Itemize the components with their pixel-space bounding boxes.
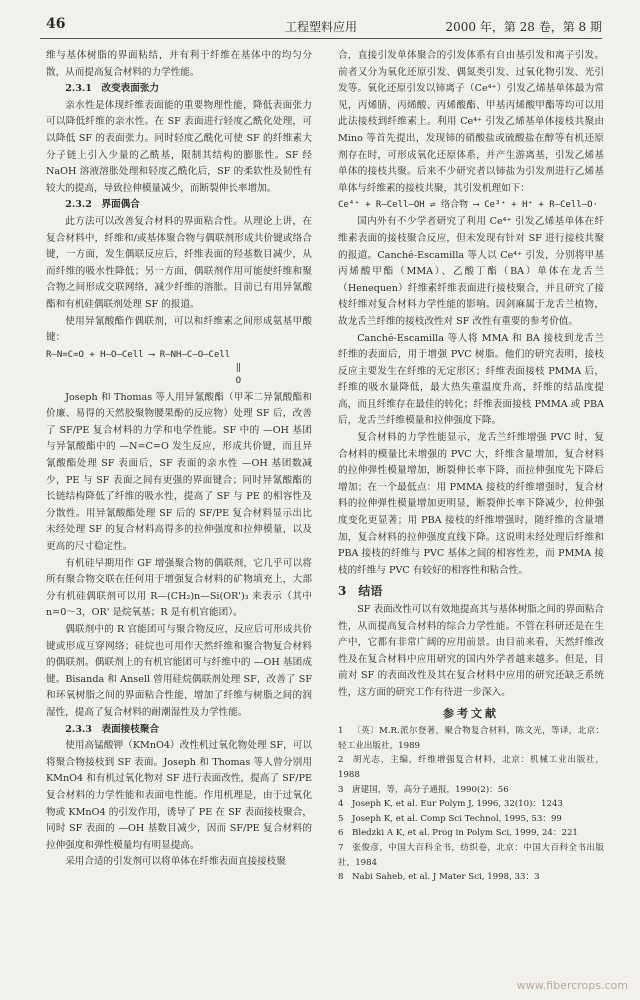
reference-item xyxy=(338,841,604,870)
reference-item xyxy=(338,797,604,812)
watermark-text: www.fibercrops.com xyxy=(516,979,628,992)
body-paragraph: 国内外有不少学者研究了利用 Ce⁴⁺ 引发乙烯基单体在纤维素表面的接枝聚合反应，但未发现有针对 SF 进行接枝共聚的报道。Canché-Escamilla 等人以 Ce⁴⁺ 引发，分别将甲基丙烯酸甲酯（MMA）、乙酸丁酯（BA）单体在龙舌兰（Henequen）纤维素纤维表面进行接枝聚合，并且研究了接枝纤维对复合材料力学性能的影响。因剑麻属于龙舌兰植物，故龙舌兰纤维的接枝改性对 SF 改性有重要的参考价值。 xyxy=(338,216,604,327)
reference-number: 8 xyxy=(338,872,344,883)
body-paragraph: 偶联剂中的 R 官能团可与聚合物反应，反应后可形成共价键或形成互穿网络；硅烷也可用作天然纤维和聚合物复合材料的偶联剂。偶联剂上的有机官能团可与纤维中的 —OH 基团成键。Bisanda 和 Ansell 曾用硅烷偶联剂处理 SF，改善了 SF 和环氧树脂之间的界面粘合性能，增加了纤维与树脂之间的润湿性，提高了复合材料的耐潮湿性及力学性能。 xyxy=(46,624,312,718)
body-paragraph: 维与基体树脂的界面粘结，并有利于纤维在基体中的均匀分散，从而提高复合材料的力学性能。 xyxy=(46,50,312,78)
chemical-equation: R—N=C=O + H—O—Cell ⟶ R—NH—C—O—Cell ‖ O xyxy=(46,349,242,386)
page-header xyxy=(40,14,602,39)
chemical-equation: Ce⁴⁺ + R—Cell—OH ⇌ 络合物 ⟶ Ce³⁺ + H⁺ + R—Cell—O· xyxy=(338,200,598,211)
body-paragraph: 有机硅早期用作 GF 增强聚合物的偶联剂，它几乎可以将所有聚合物交联在任何用于增强复合材料的矿物填充上，大部分有机硅偶联剂可以用 R—(CH₂)n—Si(OR')₃ 来表示（其中 n=0～3，OR' 是烷氧基；R 是有机官能团）。 xyxy=(46,557,312,619)
reference-item xyxy=(338,812,604,827)
reference-number: 5 xyxy=(338,813,344,824)
section-heading: 2.3.2 界面偶合 xyxy=(65,199,140,211)
body-paragraph: Canché-Escamilla 等人将 MMA 和 BA 接枝到龙舌兰纤维的表面后，用于增强 PVC 树脂。他们的研究表明，接枝反应主要发生在纤维的无定形区；纤维表面接枝 PMMA 后，纤维的吸水量降低，最大热失重温度升高，纤维的结晶度提高，而且纤维存在最佳的转化；纤维表面接枝 PMMA 或 PBA 后，龙舌兰纤维模量和拉伸强度下降。 xyxy=(338,332,604,427)
reference-number: 1 xyxy=(338,726,344,737)
body-paragraph: 采用合适的引发剂可以将单体在纤维表面直接接枝聚 xyxy=(65,856,286,868)
reference-number: 7 xyxy=(338,842,344,853)
body-paragraph: SF 表面改性可以有效地提高其与基体树脂之间的界面粘合性，从而提高复合材料的综合力学性能。不管在科研还是在生产中，它都有非常广阔的应用前景。由目前来看，天然纤维改性及在复合材料中应用研究的国内外学者越来越多。但是，目前对 SF 的表面改性及其在复合材料中应用的研究还缺乏系统性，这方面的研究工作有待进一步深入。 xyxy=(338,604,604,698)
issue-info: 2000 年，第 28 卷，第 8 期 xyxy=(445,20,602,34)
reference-number: 4 xyxy=(338,799,344,810)
body-paragraph: 使用高锰酸钾（KMnO4）改性机过氧化物处理 SF，可以将聚合物接枝到 SF 表面。Joseph 和 Thomas 等人曾分别用 KMnO4 和有机过氧化物对 SF 进行表面改性，提高了 SF/PE 复合材料的力学性能和表面电性能。作用机理是，由于过氧化物或 KMnO4 的引发作用，诱导了 PE 在 SF 表面接枝聚合，同时 SF 表面的 —OH 基数目减少，因而 SF/PE 复合材料的拉伸强度和弹性模量均有明显提高。 xyxy=(46,740,312,851)
section-heading: 3 结语 xyxy=(338,584,383,599)
left-column xyxy=(46,48,312,871)
reference-text: 唐建国，等，高分子通报，1990(2)：56 xyxy=(352,784,509,795)
section-heading: 2.3.3 表面接枝聚合 xyxy=(65,723,160,735)
reference-text: Bledzki A K, et al. Prog in Polym Sci, 1999, 24：221 xyxy=(352,828,578,839)
reference-text: 张俊彦，中国大百科全书，纺织卷，北京：中国大百科全书出版社，1984 xyxy=(338,842,604,868)
reference-number: 3 xyxy=(338,784,344,795)
journal-title: 工程塑料应用 xyxy=(284,20,357,34)
reference-text: Nabi Saheb, et al. J Mater Sci, 1998, 33：3 xyxy=(352,872,540,883)
reference-text: Joseph K, et al. Eur Polym J, 1996, 32(10)：1243 xyxy=(352,799,563,810)
right-column xyxy=(338,48,604,885)
reference-item xyxy=(338,870,604,885)
body-paragraph: 使用异氰酸酯作偶联剂，可以和纤维素之间形成氨基甲酸键： xyxy=(46,315,312,344)
reference-item xyxy=(338,783,604,798)
reference-item xyxy=(338,826,604,841)
body-paragraph: 此方法可以改善复合材料的界面粘合性。从理论上讲，在复合材料中，纤维和/或基体聚合物与偶联剂形成共价键或络合键，一方面，发生偶联反应后，纤维表面的羟基数目减少，从而纤维的吸水性降低；另一方面，偶联剂作用可能使纤维和聚合物之间形成交联网络，减少纤维的溶胀。目前已有用异氰酸酯和有机硅偶联剂处理 SF 的报道。 xyxy=(46,215,312,310)
reference-text: Joseph K, et al. Comp Sci Technol, 1995, 53：99 xyxy=(352,813,562,824)
reference-number: 6 xyxy=(338,828,344,839)
reference-item xyxy=(338,753,604,782)
page-number: 46 xyxy=(46,16,66,32)
reference-item xyxy=(338,724,604,753)
body-paragraph: 亲水性是体现纤维表面能的重要物理性能，降低表面张力可以降低纤维的亲水性。在 SF 表面进行轻度乙酰化处理，可以降低 SF 的表面张力。同时轻度乙酰化可使 SF 的纤维素大分子链上引入少量的乙酰基，限制其结构的膨胀性。SF 经 NaOH 溶液溶胀处理和轻度乙酰化后，SF 的柔软性及韧性有较大的提高，导致拉伸模量减少，而断裂伸长率增加。 xyxy=(46,99,312,194)
reference-number: 2 xyxy=(338,755,344,766)
reference-text: 胡光志，主编，纤维增强复合材料，北京：机械工业出版社，1988 xyxy=(338,755,604,780)
references-title: 参考文献 xyxy=(443,706,499,720)
body-paragraph: 合，直接引发单体聚合的引发体系有自由基引发和离子引发。前者又分为氧化还原引发、偶氮类引发、过氧化物引发、光引发等。氧化还原引发以铈离子（Ce⁴⁺）引发乙烯基单体最为常见，丙烯腈、丙烯酸、丙烯酸酯、甲基丙烯酸甲酯等均可以用此法接枝到纤维素上。利用 Ce⁴⁺ 引发乙烯基单体接枝共聚由 Mino 等首先提出，发现铈的硝酸盐或硫酸盐在醇等有机还原剂存在时，可形成氧化还原体系，并产生游离基，引发乙烯基单体的接枝共聚。后来不少研究者以铈盐为引发剂进行乙烯基单体与纤维素的接枝共聚，其引发机理如下： xyxy=(338,50,604,194)
section-heading: 2.3.1 改变表面张力 xyxy=(65,83,160,95)
body-paragraph: 复合材料的力学性能显示，龙舌兰纤维增强 PVC 时，复合材料的模量比未增强的 PVC 大，纤维含量增加，复合材料的拉伸弹性模量增加，断裂伸长率下降，而拉伸强度先下降后增加；在一个最低点：用 PMMA 接枝的纤维增强时，复合材料的拉伸弹性模量增加更明显，断裂伸长率下降减少，拉伸强度变化更显著；用 PBA 接枝的纤维增强时，随纤维的含量增加，复合材料的拉伸强度直线下降。这说明未经处理后纤维和 PBA 接枝的纤维与 PVC 基体之间的相容性差，而 PMMA 接枝的纤维与 PVC 有较好的相容性和粘合性。 xyxy=(338,432,604,576)
body-paragraph: Joseph 和 Thomas 等人用异氰酸酯（甲苯二异氰酸酯和价廉、易得的天然胶聚物腰果酚的反应物）处理 SF 后，改善了 SF/PE 复合材料的力学和电学性能。SF 中的 —OH 基团与异氰酸酯中的 —N=C=O 发生反应，形成共价键，而且异氰酸酯处理 SF 表面后，SF 表面的亲水性 —OH 基团数减少，PE 与 SF 表面之间有更强的界面键合；同时异氰酸酯的长链结构降低了纤维的吸水性，提高了 SF 与 PE 的相容性及分散性。用异氰酸酯处理 SF 后的 SF/PE 复合材料显示出比未经处理 SF 的复合材料高得多的拉伸强度和拉伸模量，以及更高的尺寸稳定性。 xyxy=(46,391,312,553)
reference-text: 〔英〕M.R.派尔登著，聚合物复合材料，陈文光，等译，北京：轻工业出版社，1989 xyxy=(338,726,604,751)
